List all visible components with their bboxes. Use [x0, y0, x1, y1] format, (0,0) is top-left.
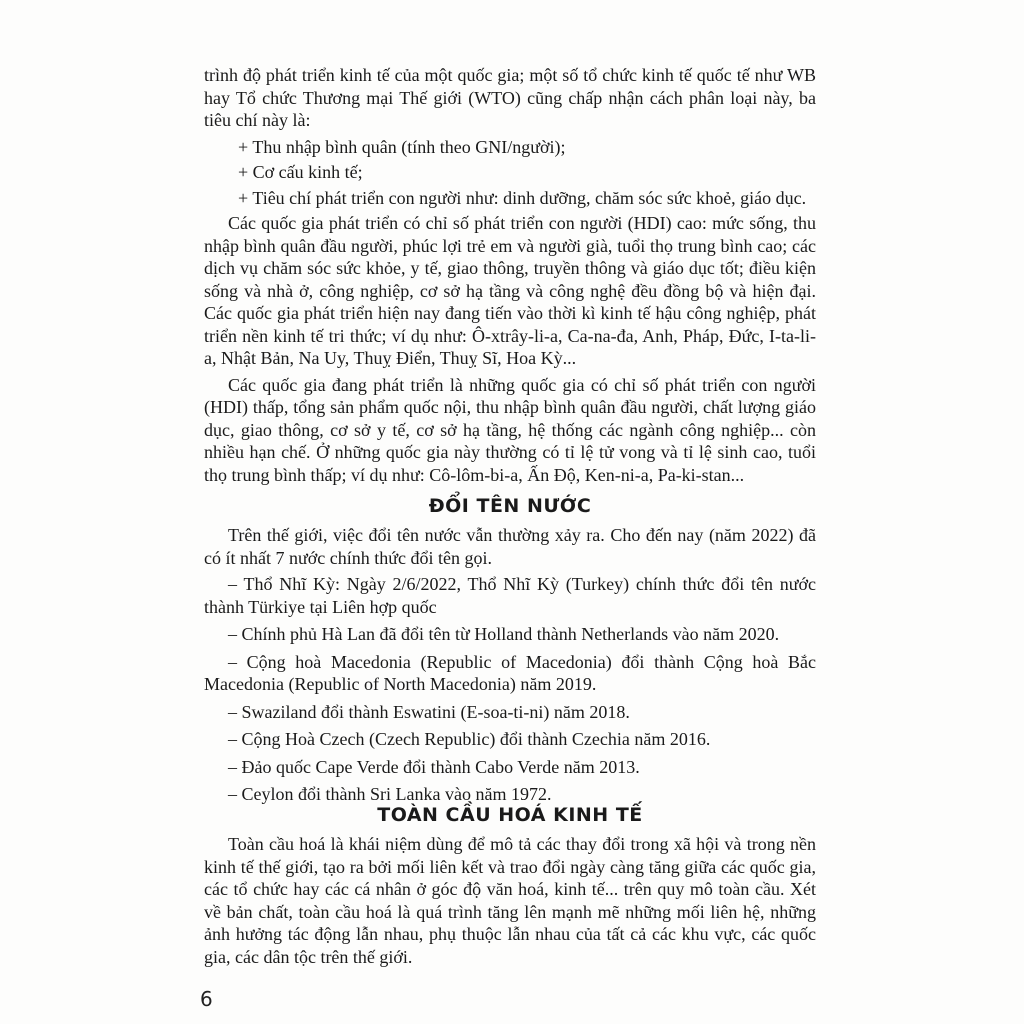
renaming-item: – Đảo quốc Cape Verde đổi thành Cabo Verde năm 2013. — [228, 756, 640, 777]
paragraph-globalization: Toàn cầu hoá là khái niệm dùng để mô tả các thay đổi trong xã hội và trong nền kinh tế thế giới, tạo ra bởi mối liên kết và trao đổi ngày càng tăng giữa các quốc gia, các tổ chức hay các cá nhân ở góc độ văn hoá, kinh tế... trên quy mô toàn cầu. Xét về bản chất, toàn cầu hoá là quá trình tăng lên mạnh mẽ những mối liên hệ, những ảnh hưởng tác động lẫn nhau, phụ thuộc lẫn nhau của tất cả các khu vực, các quốc gia, các dân tộc trên thế giới. — [204, 834, 816, 967]
renaming-item: – Cộng Hoà Czech (Czech Republic) đổi thành Czechia năm 2016. — [228, 729, 711, 749]
criterion-item: + Thu nhập bình quân (tính theo GNI/người); — [238, 136, 566, 157]
paragraph-renaming-intro: Trên thế giới, việc đổi tên nước vẫn thường xảy ra. Cho đến nay (năm 2022) đã có ít nhất 7 nước chính thức đổi tên gọi. — [204, 525, 816, 568]
section-globalization — [204, 804, 816, 827]
heading-globalization: TOÀN CẦU HOÁ KINH TẾ — [377, 804, 643, 826]
paragraph-intro: trình độ phát triển kinh tế của một quốc gia; một số tổ chức kinh tế quốc tế như WB hay Tổ chức Thương mại Thế giới (WTO) cũng chấp nhận cách phân loại này, ba tiêu chí này là: — [204, 65, 816, 130]
renaming-item: – Chính phủ Hà Lan đã đổi tên từ Holland thành Netherlands vào năm 2020. — [228, 624, 780, 644]
page-number: 6 — [200, 987, 213, 1011]
renaming-item: – Thổ Nhĩ Kỳ: Ngày 2/6/2022, Thổ Nhĩ Kỳ (Turkey) chính thức đổi tên nước thành Türkiye tại Liên hợp quốc — [204, 574, 816, 617]
section-country-renaming-body — [204, 524, 816, 811]
criterion-item: + Cơ cấu kinh tế; — [238, 162, 363, 182]
heading-country-renaming: ĐỔI TÊN NƯỚC — [428, 495, 592, 517]
section-country-renaming — [204, 495, 816, 518]
section-globalization-body — [204, 833, 816, 972]
paragraph-developed-countries: Các quốc gia phát triển có chỉ số phát triển con người (HDI) cao: mức sống, thu nhập bình quân đầu người, phúc lợi trẻ em và người già, tuổi thọ trung bình cao; các dịch vụ chăm sóc sức khỏe, y tế, giao thông, truyền thông và giáo dục tốt; điều kiện sống và nhà ở, công nghiệp, cơ sở hạ tầng và công nghệ đều đồng bộ và hiện đại. Các quốc gia phát triển hiện nay đang tiến vào thời kì kinh tế hậu công nghiệp, phát triển nền kinh tế tri thức; ví dụ như: Ô-xtrây-li-a, Ca-na-đa, Anh, Pháp, Đức, I-ta-li-a, Nhật Bản, Na Uy, Thuỵ Điển, Thuỵ Sĩ, Hoa Kỳ... — [204, 213, 816, 368]
criterion-item: + Tiêu chí phát triển con người như: dinh dưỡng, chăm sóc sức khoẻ, giáo dục. — [238, 187, 807, 208]
renaming-item: – Ceylon đổi thành Sri Lanka vào năm 1972. — [228, 784, 552, 804]
renaming-item: – Swaziland đổi thành Eswatini (E-soa-ti-ni) năm 2018. — [228, 701, 630, 722]
paragraph-developing-countries: Các quốc gia đang phát triển là những quốc gia có chỉ số phát triển con người (HDI) thấp, tổng sản phẩm quốc nội, thu nhập bình quân đầu người, chất lượng giáo dục, giao thông, cơ sở y tế, cơ sở hạ tầng, hệ thống các ngành công nghiệp... còn nhiều hạn chế. Ở những quốc gia này thường có tỉ lệ tử vong và tỉ lệ sinh cao, tuổi thọ trung bình thấp; ví dụ như: Cô-lôm-bi-a, Ấn Độ, Ken-ni-a, Pa-ki-stan... — [204, 374, 816, 485]
section-development-criteria — [204, 64, 816, 490]
renaming-item: – Cộng hoà Macedonia (Republic of Macedonia) đổi thành Cộng hoà Bắc Macedonia (Republic of North Macedonia) năm 2019. — [204, 651, 816, 694]
